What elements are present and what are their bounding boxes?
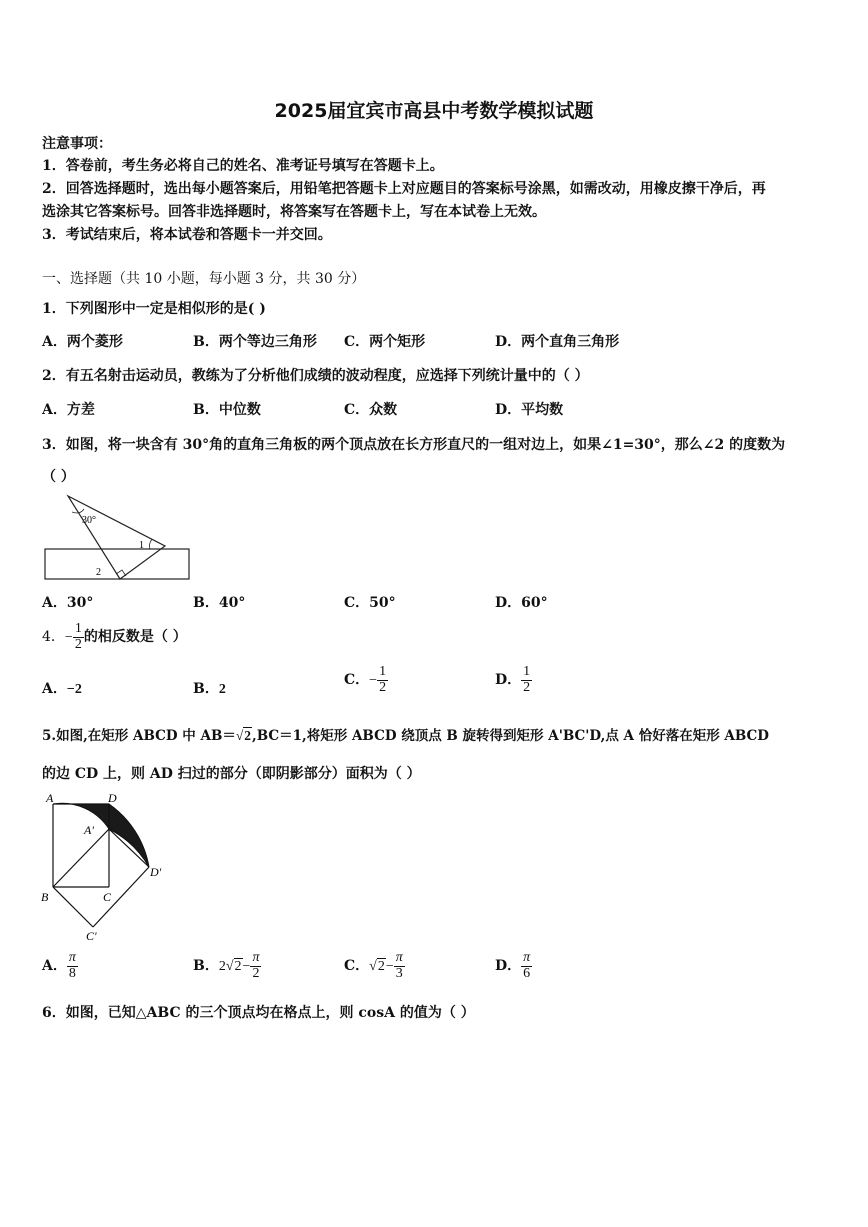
q4-neg: − xyxy=(64,630,73,646)
q5-figure xyxy=(36,788,176,946)
q5-sqrt: √2 xyxy=(235,728,252,743)
q5-d-fraction xyxy=(521,951,532,981)
q5-option-a xyxy=(42,951,78,981)
q5-a-label: A． xyxy=(42,958,67,975)
label-A: A xyxy=(46,791,54,805)
q5-d-den: 6 xyxy=(521,966,532,982)
q1-option-b: B．两个等边三角形 xyxy=(193,334,317,350)
q5-option-b xyxy=(193,951,261,981)
q5-d-num: π xyxy=(523,950,531,965)
edge-BA1 xyxy=(53,829,109,887)
q4-d-fraction xyxy=(521,665,532,695)
q4-b-value: 2 xyxy=(218,682,226,697)
angle-2-label: 2 xyxy=(96,567,101,578)
q1-stem: 1．下列图形中一定是相似形的是( ) xyxy=(42,301,266,317)
label-D-prime: D' xyxy=(150,865,162,879)
edge-D1C1 xyxy=(93,867,149,927)
angle-30-label: 30° xyxy=(82,515,96,526)
q5-option-d xyxy=(495,951,532,981)
q4-c-neg: − xyxy=(369,673,378,689)
q5-c-sqrt: √2 xyxy=(369,959,385,975)
q5-c-num: π xyxy=(395,950,403,965)
q4-option-b xyxy=(193,678,226,698)
q5-b-label: B． xyxy=(193,958,219,975)
q4-fraction xyxy=(73,622,84,652)
q5-stem xyxy=(42,724,769,744)
notice-heading: 注意事项： xyxy=(42,136,112,152)
q5-c-den: 3 xyxy=(394,966,405,982)
label-B: B xyxy=(41,890,49,904)
q5-b-den: 2 xyxy=(250,966,261,982)
notice-item-3: 3．考试结束后，将本试卷和答题卡一并交回。 xyxy=(42,227,332,243)
q1-option-d: D．两个直角三角形 xyxy=(495,334,620,350)
q3-figure xyxy=(40,490,200,586)
q5-a-num: π xyxy=(68,950,76,965)
q6-stem: 6．如图，已知△ABC 的三个顶点均在格点上，则 cosA 的值为（ ） xyxy=(42,1005,475,1021)
q4-option-d xyxy=(495,665,532,695)
q2-stem: 2．有五名射击运动员，教练为了分析他们成绩的波动程度，应选择下列统计量中的（ ） xyxy=(42,368,589,384)
q4-a-value: −2 xyxy=(66,682,82,697)
q4-option-c xyxy=(344,665,388,695)
q5-sqrt-radicand: 2 xyxy=(244,728,252,743)
q5-b-fraction xyxy=(250,951,261,981)
notice-item-2-cont: 选涂其它答案标号。回答非选择题时，将答案写在答题卡上，写在本试卷上无效。 xyxy=(42,204,546,220)
q4-c-num: 1 xyxy=(379,664,387,679)
q1-option-a: A．两个菱形 xyxy=(42,334,123,350)
label-C-prime: C' xyxy=(86,929,97,943)
q2-option-b: B．中位数 xyxy=(193,402,261,418)
angle-1-label: 1 xyxy=(139,540,144,551)
q5-stem-a: 5.如图,在矩形 ABCD 中 AB＝ xyxy=(42,728,236,744)
q5-c-minus: − xyxy=(385,959,394,975)
q4-a-label: A． xyxy=(42,681,67,697)
q5-b-radicand: 2 xyxy=(234,959,242,975)
q2-option-a: A．方差 xyxy=(42,402,95,418)
q5-a-den: 8 xyxy=(67,966,78,982)
q5-b-coef: 2 xyxy=(218,959,226,975)
q5-stem-b: ,BC＝1,将矩形 ABCD 绕顶点 B 旋转得到矩形 A'BC'D,点 A 恰好落在矩形 ABCD xyxy=(252,728,769,744)
q4-d-num: 1 xyxy=(523,664,531,679)
q4-c-den: 2 xyxy=(379,679,387,695)
angle-1-arc xyxy=(149,539,152,549)
label-C: C xyxy=(103,890,112,904)
q4-d-den: 2 xyxy=(523,679,531,695)
q5-b-num: π xyxy=(252,950,260,965)
q5-d-label: D． xyxy=(495,958,522,975)
q2-option-c: C．众数 xyxy=(344,402,398,418)
q3-option-b: B．40° xyxy=(193,595,246,611)
q5-c-label: C． xyxy=(344,958,370,975)
q4-c-fraction xyxy=(377,665,388,695)
q5-b-sqrt: √2 xyxy=(225,959,242,975)
label-D: D xyxy=(108,791,117,805)
q4-prefix: 4． xyxy=(42,629,65,646)
label-A-prime: A' xyxy=(84,823,94,837)
q1-option-c: C．两个矩形 xyxy=(344,334,426,350)
shaded-region xyxy=(53,803,149,867)
q4-c-label: C． xyxy=(344,672,370,689)
edge-C1B xyxy=(53,887,93,927)
set-square-triangle xyxy=(68,496,165,579)
q5-option-c xyxy=(344,951,405,981)
q5-a-fraction xyxy=(67,951,78,981)
q4-suffix: 的相反数是（ ） xyxy=(83,629,187,646)
page-title: 2025届宜宾市高县中考数学模拟试题 xyxy=(274,100,594,122)
q5-b-minus: − xyxy=(242,959,251,975)
q3-stem-blank: （ ） xyxy=(42,469,75,485)
notice-item-1: 1．答卷前，考生务必将自己的姓名、准考证号填写在答题卡上。 xyxy=(42,158,444,174)
q5-c-radicand: 2 xyxy=(377,959,385,975)
q3-option-d: D．60° xyxy=(495,595,548,611)
notice-item-2: 2．回答选择题时，选出每小题答案后，用铅笔把答题卡上对应题目的答案标号涂黑，如需改动，用橡皮擦干净后，再 xyxy=(42,181,766,197)
q5-stem-line2: 的边 CD 上，则 AD 扫过的部分（即阴影部分）面积为（ ） xyxy=(42,766,421,782)
q4-num: 1 xyxy=(74,621,82,636)
q4-stem xyxy=(42,622,187,652)
q3-option-a: A．30° xyxy=(42,595,94,611)
q3-option-c: C．50° xyxy=(344,595,396,611)
q3-stem: 3．如图，将一块含有 30°角的直角三角板的两个顶点放在长方形直尺的一组对边上，如果∠1=30°，那么∠2 的度数为 xyxy=(42,437,786,453)
q4-den: 2 xyxy=(74,636,82,652)
q4-b-label: B． xyxy=(193,681,219,697)
q5-c-fraction xyxy=(394,951,405,981)
section-heading: 一、选择题（共 10 小题，每小题 3 分，共 30 分） xyxy=(42,271,366,287)
q4-d-label: D． xyxy=(495,672,522,689)
q2-option-d: D．平均数 xyxy=(495,402,564,418)
q4-option-a xyxy=(42,678,82,698)
